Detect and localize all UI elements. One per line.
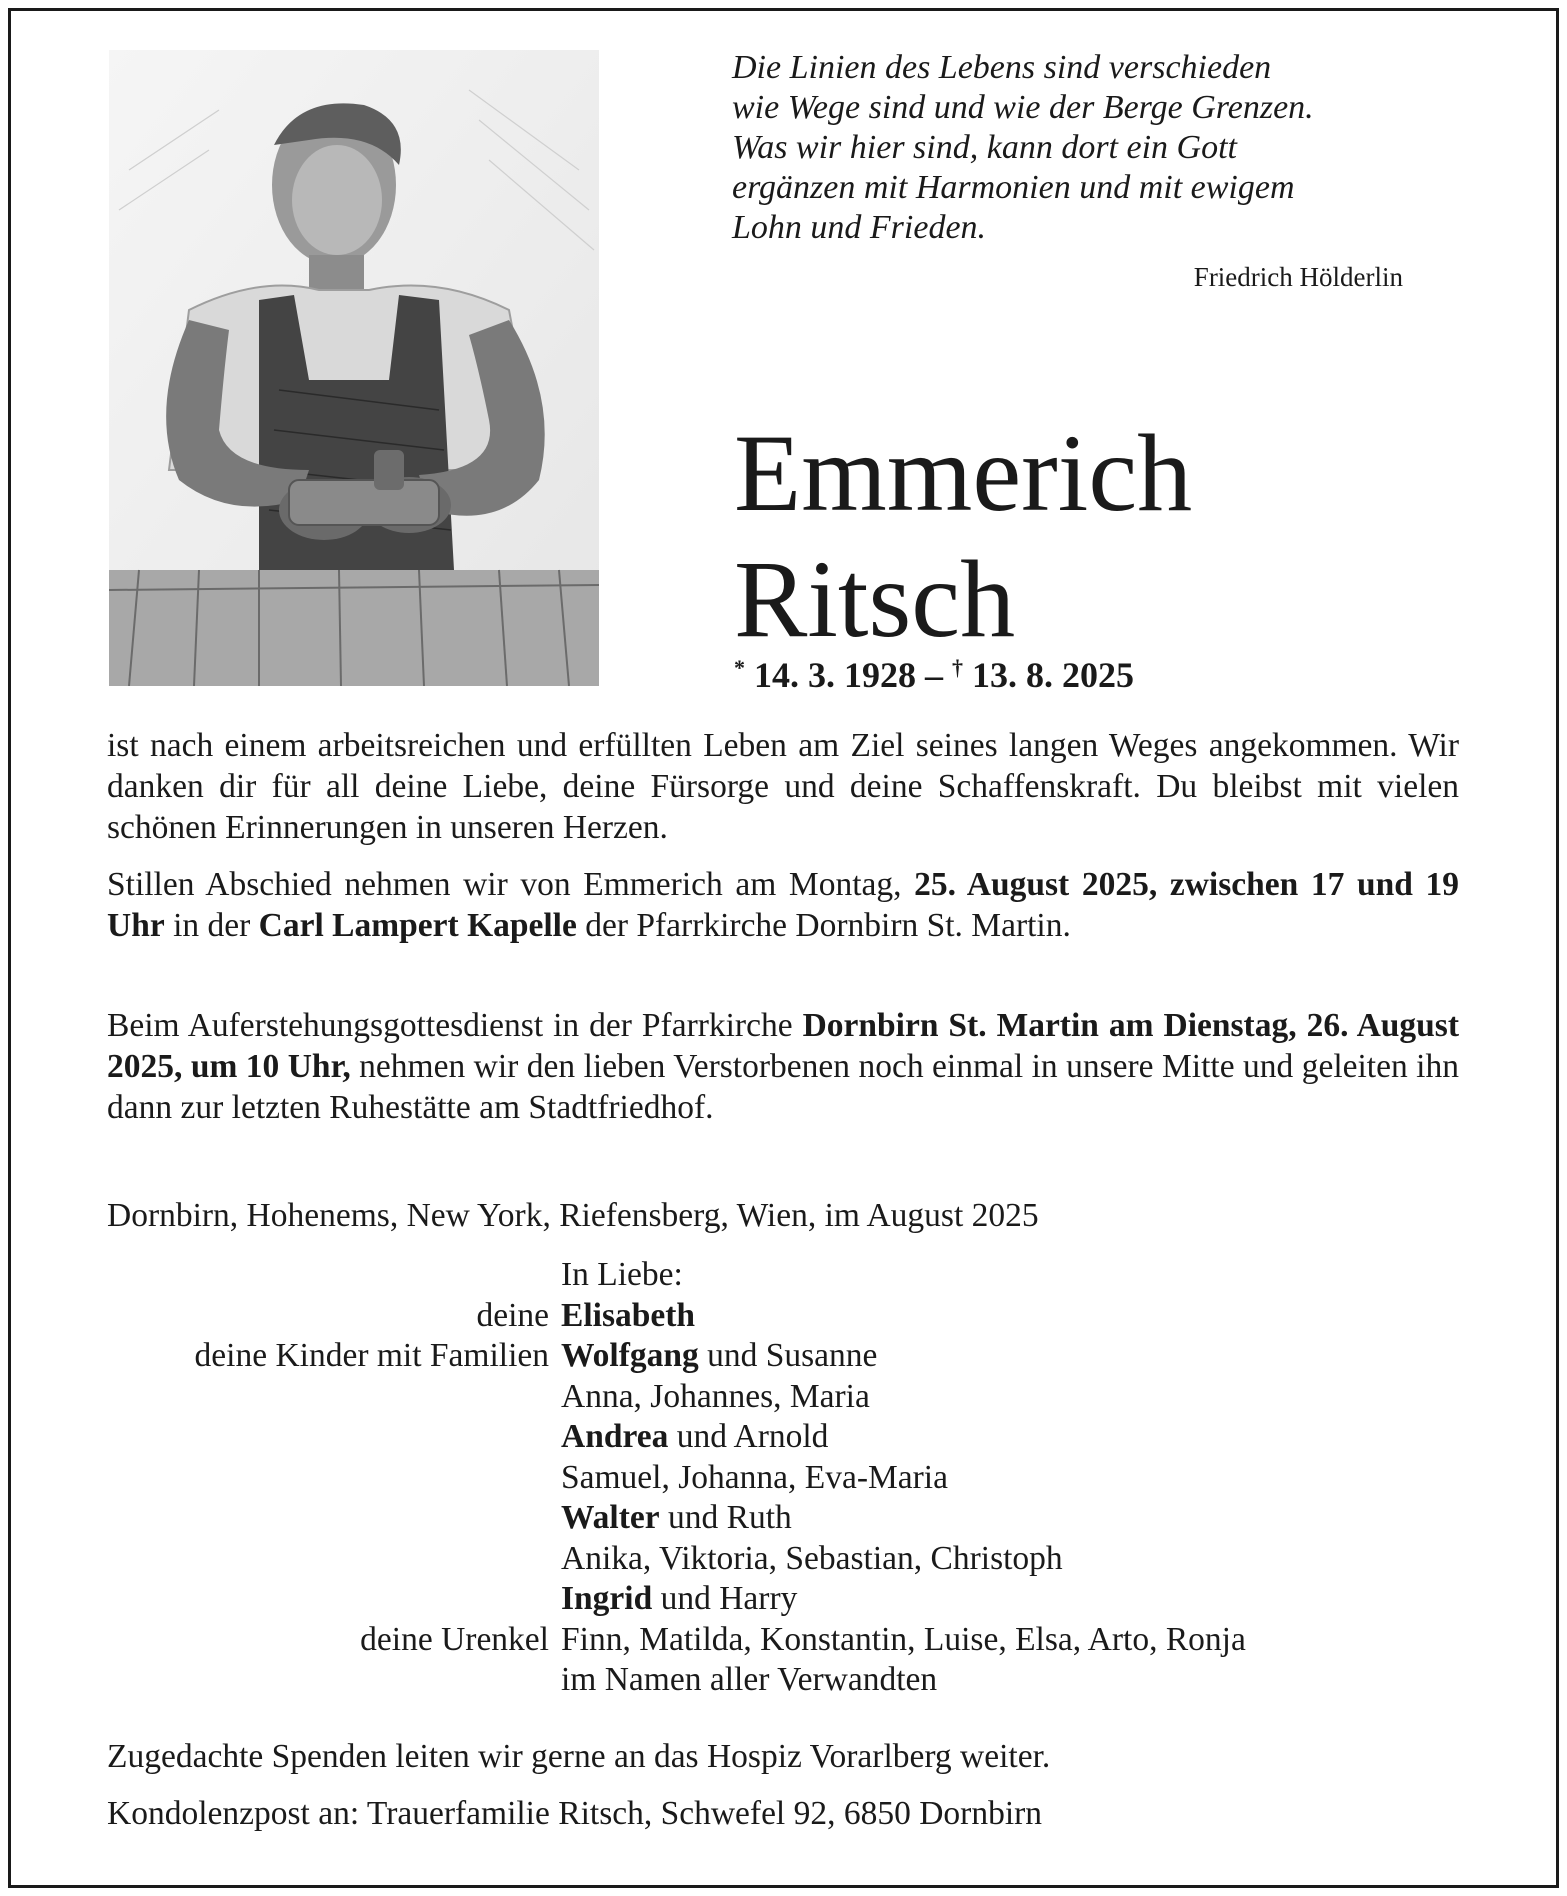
list-item <box>107 1620 1459 1661</box>
family-list <box>107 1255 1459 1701</box>
family-member: Walter <box>561 1499 660 1536</box>
list-item <box>107 1255 1459 1296</box>
family-role: deine Urenkel <box>360 1620 549 1658</box>
family-relatives: im Namen aller Verwandten <box>561 1661 938 1698</box>
announcement-text: ist nach einem arbeitsreichen und erfüllten Leben am Ziel seines langen Weges angekommen. Wir danken dir für all deine Liebe, deine Fürsorge und deine Schaffenskraft. Du bleibst mit vielen schönen Erinnerungen in unseren Herzen. <box>107 727 1459 846</box>
birth-symbol: * <box>734 655 745 680</box>
family-grandchildren: Samuel, Johanna, Eva-Maria <box>561 1458 948 1496</box>
farewell-text <box>107 864 1459 946</box>
list-item <box>107 1539 1459 1580</box>
list-item <box>107 1296 1459 1337</box>
donation-note: Zugedachte Spenden leiten wir gerne an das Hospiz Vorarlberg weiter. <box>107 1738 1051 1775</box>
service-text <box>107 1005 1459 1128</box>
list-item <box>107 1417 1459 1458</box>
death-date: 13. 8. 2025 <box>972 655 1134 695</box>
family-partner: und Ruth <box>659 1499 792 1536</box>
list-item <box>107 1458 1459 1499</box>
poem-line: wie Wege sind und wie der Berge Grenzen. <box>732 89 1314 126</box>
farewell-location: Carl Lampert Kapelle <box>258 907 577 944</box>
life-dates <box>734 654 1134 696</box>
family-member: Ingrid <box>561 1580 653 1617</box>
poem-line: Lohn und Frieden. <box>732 209 987 246</box>
poem-line: ergänzen mit Harmonien und mit ewigem <box>732 169 1295 206</box>
family-member: Elisabeth <box>561 1296 696 1334</box>
poem-line: Die Linien des Lebens sind verschieden <box>732 49 1272 86</box>
first-name: Emmerich <box>734 412 1193 534</box>
family-member: Wolfgang <box>561 1337 699 1374</box>
birth-date: 14. 3. 1928 <box>754 655 916 695</box>
family-member: Andrea <box>561 1418 669 1455</box>
family-grandchildren: Anika, Viktoria, Sebastian, Christoph <box>561 1539 1063 1577</box>
family-greatgrandchildren: Finn, Matilda, Konstantin, Luise, Elsa, Arto, Ronja <box>561 1620 1246 1658</box>
family-partner: und Susanne <box>698 1337 878 1374</box>
family-role: deine <box>476 1296 549 1334</box>
list-item <box>107 1579 1459 1620</box>
farewell-date: 25. August 2025, zwischen 17 und 19 Uhr <box>107 866 1459 944</box>
family-partner: und Harry <box>652 1580 798 1617</box>
list-item <box>107 1336 1459 1377</box>
poem <box>732 48 1452 248</box>
farewell-text-part: der Pfarrkirche Dornbirn St. Martin. <box>576 907 1071 944</box>
family-partner: und Arnold <box>668 1418 829 1455</box>
condolence-address: Kondolenzpost an: Trauerfamilie Ritsch, Schwefel 92, 6850 Dornbirn <box>107 1795 1043 1832</box>
date-separator: – <box>916 655 952 695</box>
family-intro: In Liebe: <box>561 1256 683 1293</box>
list-item <box>107 1498 1459 1539</box>
portrait-sketch-icon <box>109 50 599 686</box>
poem-line: Was wir hier sind, kann dort ein Gott <box>732 129 1237 166</box>
last-name: Ritsch <box>734 538 1016 660</box>
portrait-image <box>109 50 599 686</box>
poem-author: Friedrich Hölderlin <box>1193 262 1403 292</box>
farewell-text-part: in der <box>164 907 259 944</box>
service-text-part: Beim Auferstehungsgottesdienst in der Pfarrkirche <box>107 1007 803 1044</box>
family-role: deine Kinder mit Familien <box>194 1337 549 1374</box>
family-grandchildren: Anna, Johannes, Maria <box>561 1377 870 1415</box>
service-date: Dornbirn St. Martin am Dienstag, 26. August 2025, um 10 Uhr, <box>107 1007 1459 1085</box>
farewell-text-part: Stillen Abschied nehmen wir von Emmerich am Montag, <box>107 866 915 903</box>
service-text-part: nehmen wir den lieben Verstorbenen noch einmal in unsere Mitte und geleiten ihn dann zur letzten Ruhestätte am Stadtfriedhof. <box>107 1048 1459 1126</box>
death-symbol: † <box>952 655 963 680</box>
list-item <box>107 1660 1459 1701</box>
list-item <box>107 1377 1459 1418</box>
place-date-line: Dornbirn, Hohenems, New York, Riefensberg, Wien, im August 2025 <box>107 1197 1039 1234</box>
deceased-name <box>734 410 1192 662</box>
